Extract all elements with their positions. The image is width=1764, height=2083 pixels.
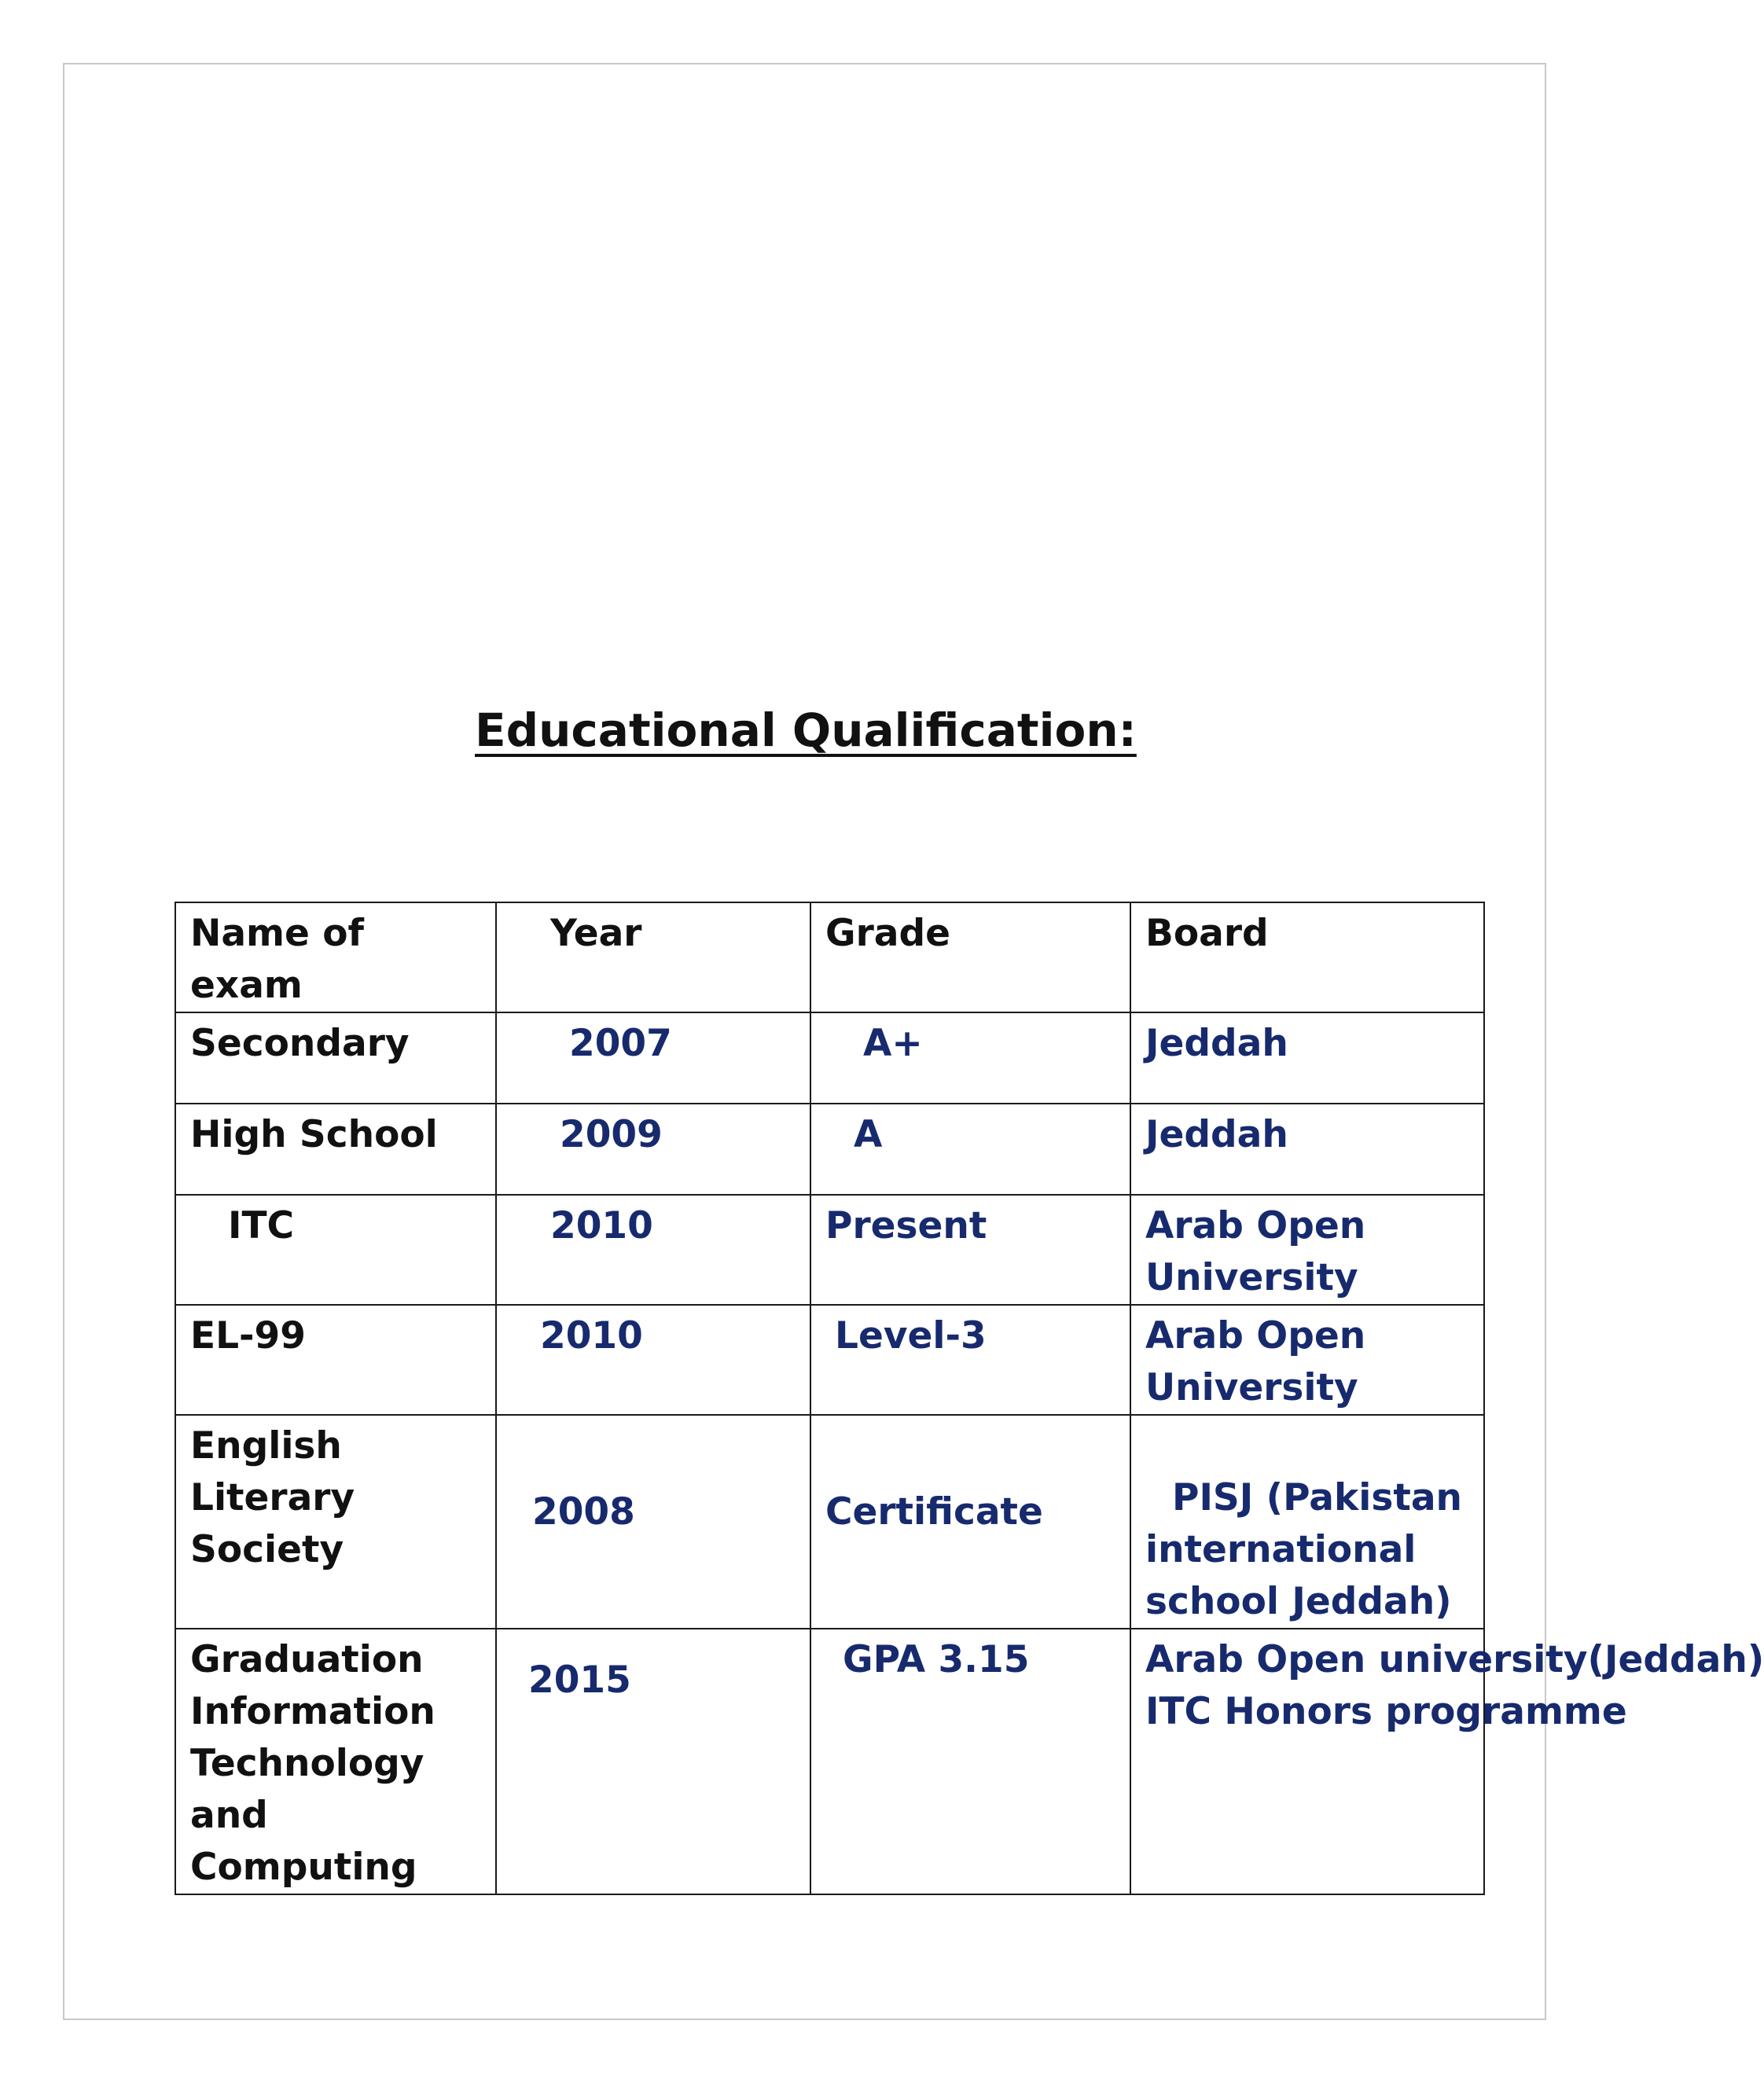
header-grade: Grade [810, 902, 1130, 1012]
board-line: Arab Open university(Jeddah) [1145, 1638, 1764, 1681]
board-line: PISJ (Pakistan [1172, 1476, 1463, 1519]
exam-cell: English Literary Society [175, 1415, 496, 1629]
exam-cell: Secondary [175, 1012, 496, 1104]
exam-cell: High School [175, 1104, 496, 1195]
grade-cell: Certificate [810, 1415, 1130, 1629]
table-header-row [175, 902, 1484, 1012]
board-line: ITC Honors programme [1145, 1690, 1627, 1733]
board-cell: Jeddah [1130, 1012, 1484, 1104]
year-cell: 2010 [496, 1195, 810, 1305]
year-cell: 2010 [496, 1305, 810, 1415]
table-row [175, 1415, 1484, 1629]
document-title: Educational Qualification: [475, 704, 1137, 757]
year-cell: 2008 [496, 1415, 810, 1629]
table-row [175, 1195, 1484, 1305]
table-row [175, 1305, 1484, 1415]
exam-cell: Graduation Information Technology and Computing [175, 1629, 496, 1894]
exam-cell: EL-99 [175, 1305, 496, 1415]
board-cell [1130, 1629, 1764, 1894]
header-year: Year [496, 902, 810, 1012]
board-cell [1130, 1415, 1484, 1629]
grade-cell: Level-3 [810, 1305, 1130, 1415]
qualification-table [175, 902, 1764, 1895]
grade-cell: A [810, 1104, 1130, 1195]
board-cell: Jeddah [1130, 1104, 1484, 1195]
grade-cell: GPA 3.15 [810, 1629, 1130, 1894]
table-row [175, 1012, 1484, 1104]
table-row [175, 1629, 1484, 1894]
header-name-of-exam: Name of exam [175, 902, 496, 1012]
year-cell: 2015 [496, 1629, 810, 1894]
year-cell: 2009 [496, 1104, 810, 1195]
board-cell: Arab Open University [1130, 1195, 1484, 1305]
header-board: Board [1130, 902, 1484, 1012]
year-cell: 2007 [496, 1012, 810, 1104]
exam-cell: ITC [175, 1195, 496, 1305]
grade-cell: A+ [810, 1012, 1130, 1104]
board-cell: Arab Open University [1130, 1305, 1484, 1415]
board-line: international school Jeddah) [1145, 1528, 1452, 1623]
grade-cell: Present [810, 1195, 1130, 1305]
table-row [175, 1104, 1484, 1195]
